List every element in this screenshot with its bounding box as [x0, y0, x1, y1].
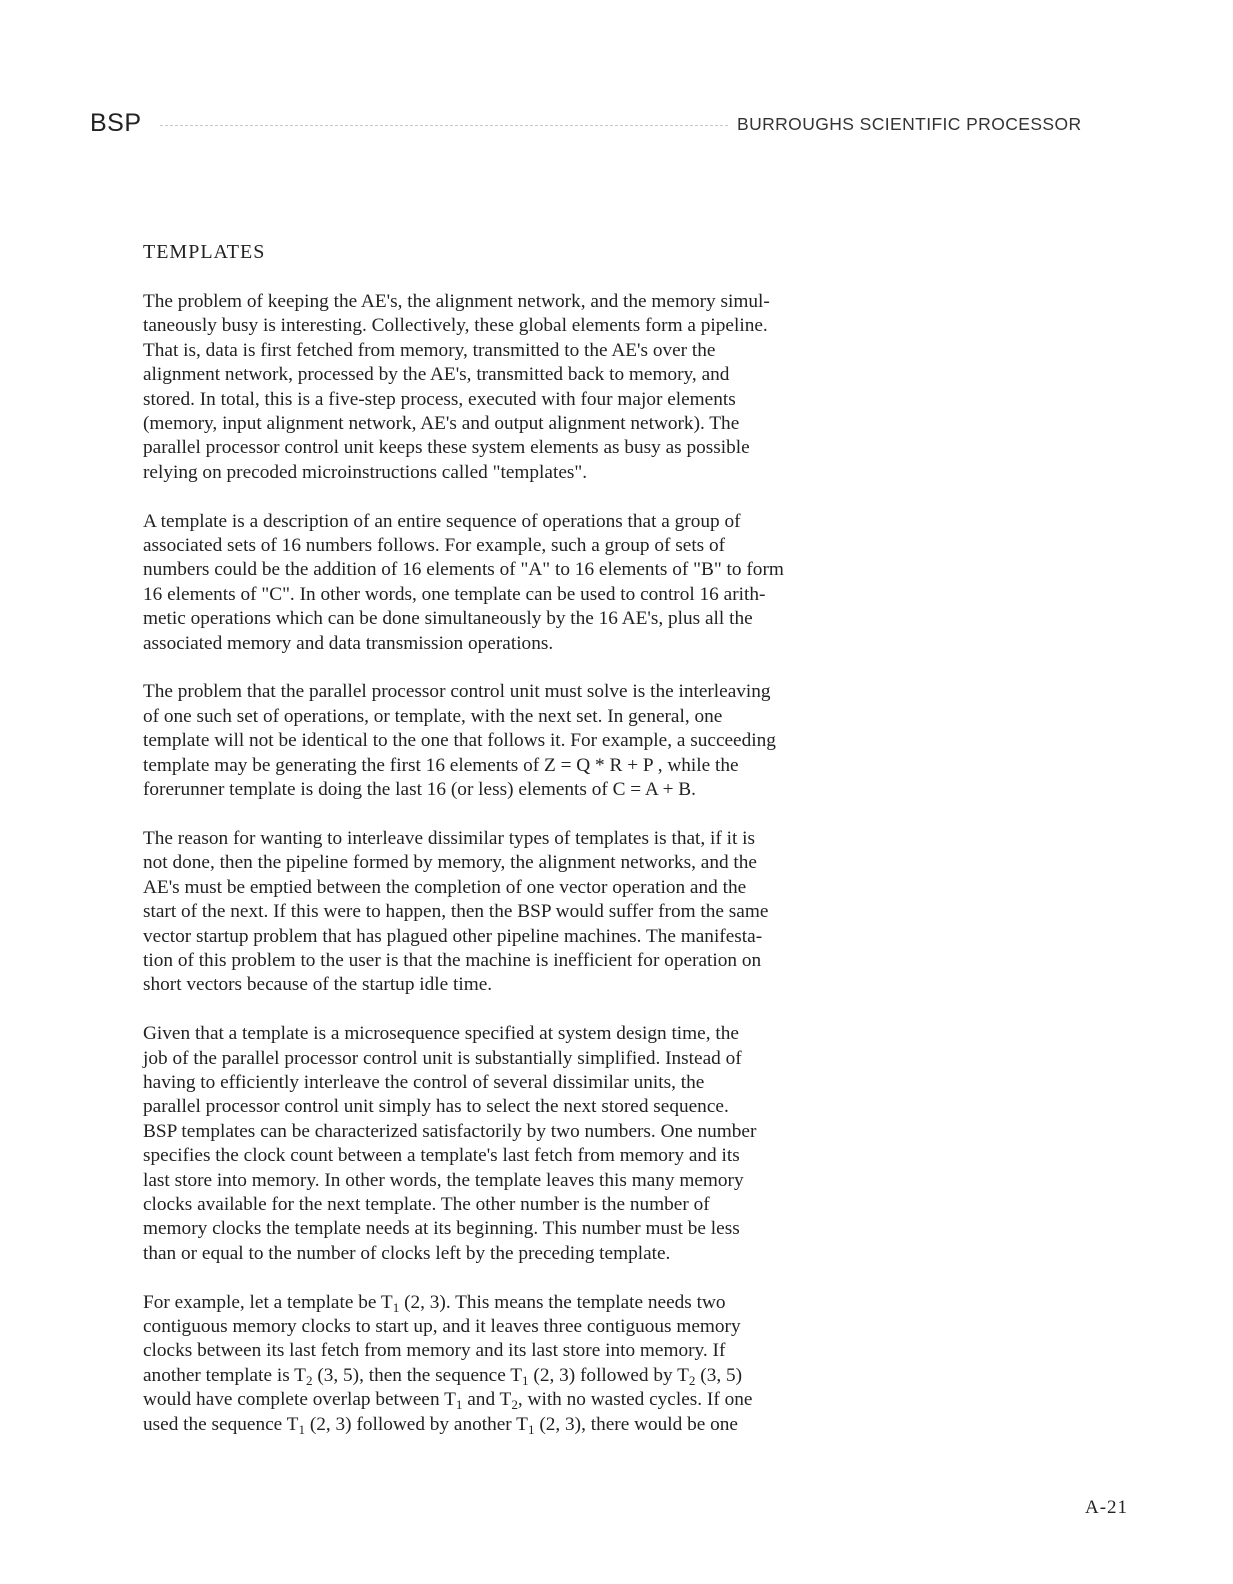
text-line: tion of this problem to the user is that the machine is inefficient for operation on: [143, 949, 762, 971]
text-line: (memory, input alignment network, AE's and output alignment network). The: [143, 413, 740, 435]
text-line: [143, 1291, 1063, 1315]
body-text: [143, 290, 1063, 1461]
paragraph-4: [143, 827, 1063, 998]
text-line: vector startup problem that has plagued other pipeline machines. The manifesta-: [143, 925, 763, 947]
header-dotted-rule: [160, 125, 728, 126]
text-line: parallel processor control unit simply has to select the next stored sequence.: [143, 1096, 729, 1118]
subscript: 1: [298, 1421, 306, 1437]
text-line: taneously busy is interesting. Collectively, these global elements form a pipeline.: [143, 315, 768, 337]
text-line: That is, data is first fetched from memory, transmitted to the AE's over the: [143, 339, 716, 361]
text-line: template will not be identical to the one that follows it. For example, a succeeding: [143, 730, 776, 752]
text-line: last store into memory. In other words, the template leaves this many memory: [143, 1169, 744, 1191]
subscript: 1: [392, 1299, 400, 1315]
text-line: metic operations which can be done simultaneously by the 16 AE's, plus all the: [143, 608, 753, 630]
text-line: specifies the clock count between a template's last fetch from memory and its: [143, 1145, 740, 1167]
text-line: contiguous memory clocks to start up, and it leaves three contiguous memory: [143, 1315, 741, 1337]
text-line: not done, then the pipeline formed by memory, the alignment networks, and the: [143, 852, 757, 874]
text-run: (2, 3), there would be one: [534, 1413, 738, 1435]
text-line: numbers could be the addition of 16 elements of "A" to 16 elements of "B" to form: [143, 559, 784, 581]
text-line: The problem of keeping the AE's, the alignment network, and the memory simul-: [143, 291, 770, 312]
text-run: used the sequence T: [143, 1413, 299, 1435]
header-left-bsp: BSP: [90, 109, 142, 137]
subscript: 1: [455, 1397, 463, 1413]
text-line: The reason for wanting to interleave dissimilar types of templates is that, if it is: [143, 827, 756, 849]
text-line: job of the parallel processor control unit is substantially simplified. Instead of: [143, 1047, 742, 1069]
text-line: 16 elements of "C". In other words, one template can be used to control 16 arith-: [143, 583, 766, 605]
text-line: template may be generating the first 16 elements of Z = Q * R + P , while the: [143, 754, 739, 776]
text-line: start of the next. If this were to happen, then the BSP would suffer from the same: [143, 901, 769, 923]
subscript: 1: [522, 1372, 529, 1388]
paragraph-3: [143, 680, 1063, 802]
text-run: (2, 3). This means the template needs two: [399, 1291, 726, 1313]
paragraph-2: [143, 510, 1063, 656]
text-line: stored. In total, this is a five-step process, executed with four major elements: [143, 388, 736, 410]
text-run: For example, let a template be T: [143, 1291, 393, 1313]
text-line: [143, 1413, 1063, 1437]
text-line: than or equal to the number of clocks left by the preceding template.: [143, 1242, 671, 1264]
text-line: having to efficiently interleave the control of several dissimilar units, the: [143, 1071, 705, 1093]
text-run: (3, 5), then the sequence T: [312, 1364, 523, 1386]
subscript: 2: [511, 1397, 518, 1413]
text-line: [143, 1388, 1063, 1412]
text-line: BSP templates can be characterized satisfactorily by two numbers. One number: [143, 1120, 757, 1142]
text-line: A template is a description of an entire sequence of operations that a group of: [143, 510, 741, 532]
text-run: another template is T: [143, 1364, 306, 1386]
text-line: relying on precoded microinstructions called "templates".: [143, 461, 588, 483]
text-line: clocks between its last fetch from memory and its last store into memory. If: [143, 1340, 726, 1362]
text-line: memory clocks the template needs at its beginning. This number must be less: [143, 1218, 740, 1240]
subscript: 1: [527, 1421, 535, 1437]
paragraph-6: [143, 1291, 1063, 1437]
paragraph-5: [143, 1022, 1063, 1266]
page-number: A-21: [1085, 1497, 1129, 1518]
text-run: (2, 3) followed by another T: [305, 1413, 528, 1435]
text-line: clocks available for the next template. The other number is the number of: [143, 1193, 710, 1215]
text-run: , with no wasted cycles. If one: [517, 1389, 753, 1411]
text-line: [143, 1364, 1063, 1388]
text-run: (2, 3) followed by T: [528, 1364, 689, 1386]
text-run: would have complete overlap between T: [143, 1389, 456, 1411]
text-run: and T: [462, 1389, 512, 1411]
text-line: AE's must be emptied between the completion of one vector operation and the: [143, 876, 747, 898]
text-line: forerunner template is doing the last 16 (or less) elements of C = A + B.: [143, 779, 696, 801]
text-line: parallel processor control unit keeps these system elements as busy as possible: [143, 437, 750, 459]
section-title: TEMPLATES: [143, 241, 266, 263]
text-line: short vectors because of the startup idle time.: [143, 974, 493, 996]
text-line: of one such set of operations, or template, with the next set. In general, one: [143, 705, 723, 727]
text-run: (3, 5): [695, 1364, 743, 1386]
text-line: associated sets of 16 numbers follows. For example, such a group of sets of: [143, 535, 726, 557]
paragraph-1: [143, 290, 1063, 485]
subscript: 2: [305, 1372, 313, 1388]
subscript: 2: [688, 1372, 696, 1388]
text-line: alignment network, processed by the AE's, transmitted back to memory, and: [143, 364, 730, 386]
header-right-title: BURROUGHS SCIENTIFIC PROCESSOR: [737, 114, 1082, 134]
text-line: Given that a template is a microsequence specified at system design time, the: [143, 1023, 739, 1045]
text-line: The problem that the parallel processor control unit must solve is the interleaving: [143, 681, 771, 703]
text-line: associated memory and data transmission operations.: [143, 632, 554, 654]
